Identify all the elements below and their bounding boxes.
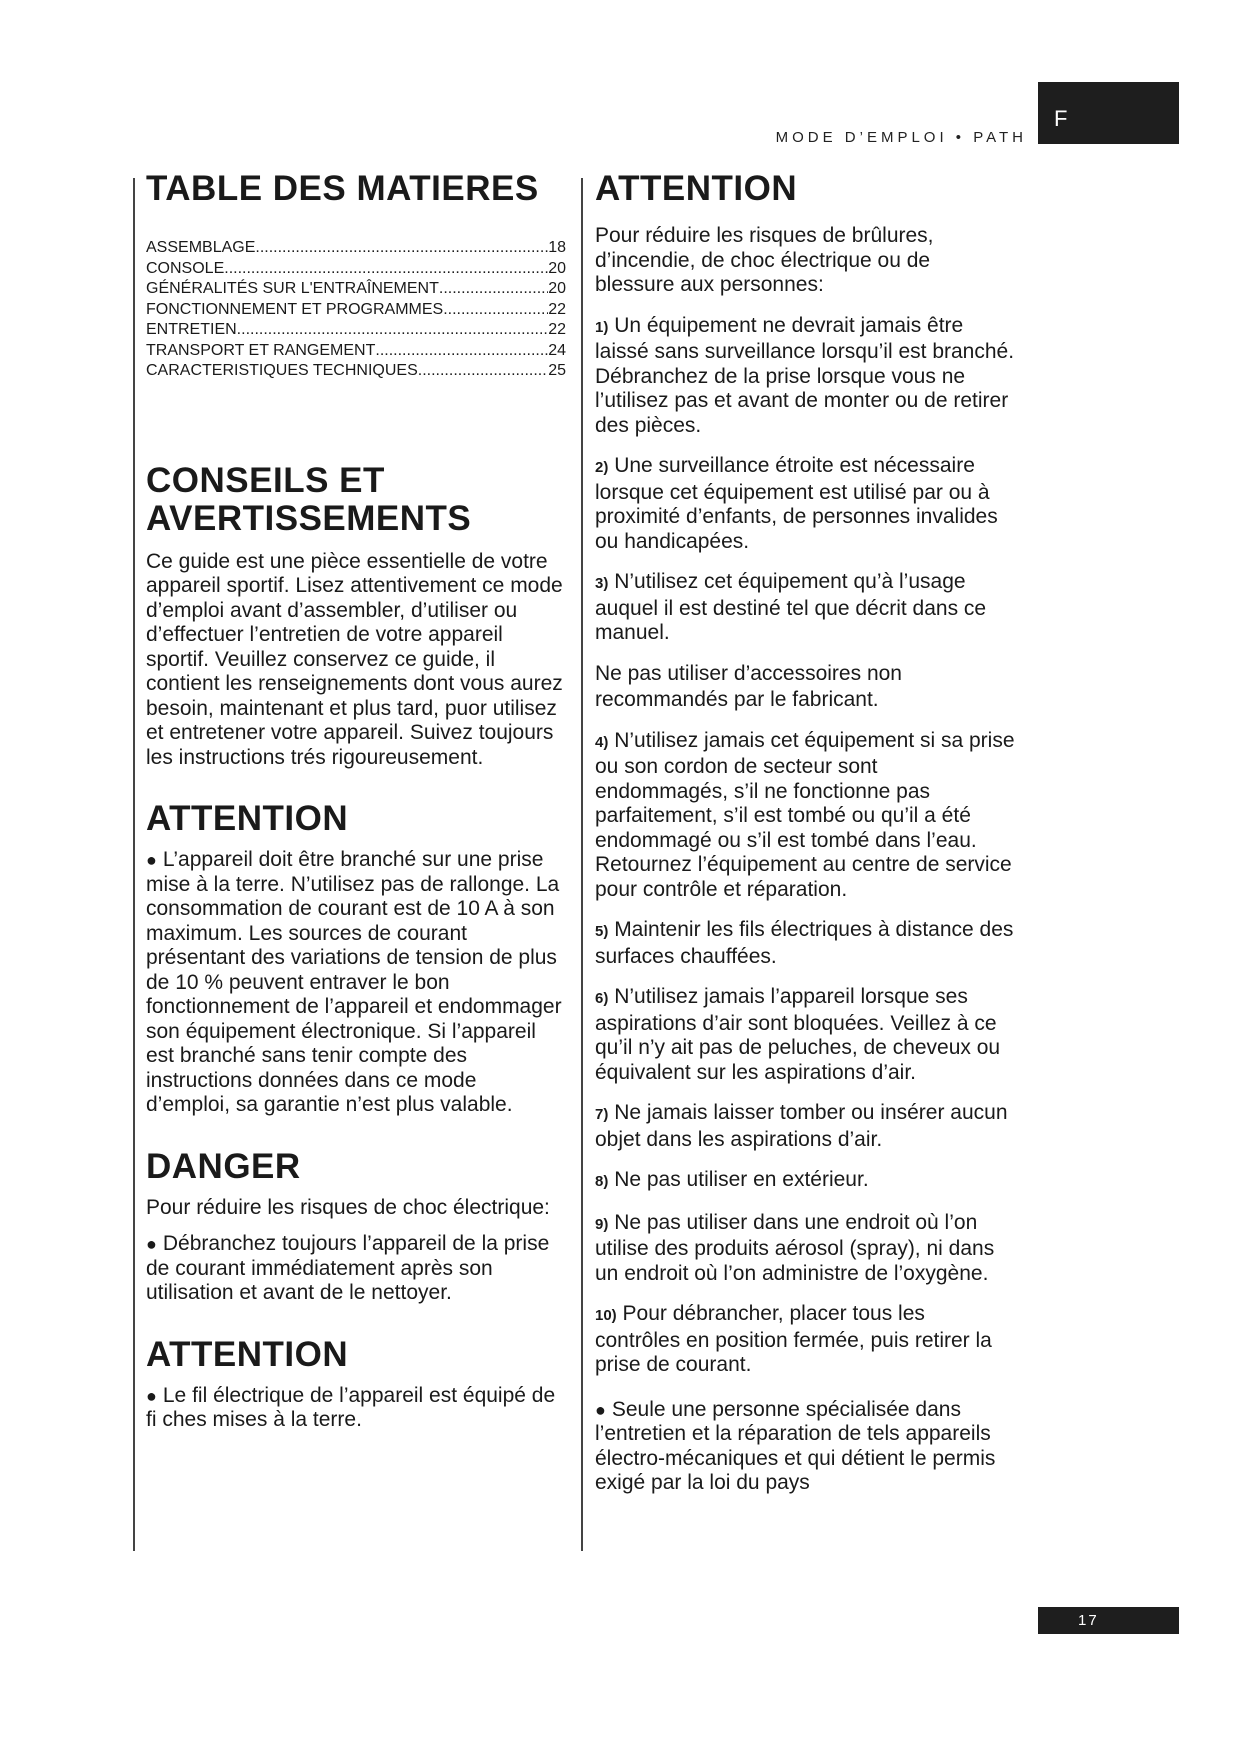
warning-item-text: Ne jamais laisser tomber ou insérer aucun objet dans les aspirations d’air.	[595, 1101, 1008, 1151]
toc-entry-page: 20	[548, 259, 566, 277]
toc-entry	[146, 238, 566, 259]
toc-entry-label: ENTRETIEN	[146, 321, 237, 338]
toc-entry	[146, 300, 566, 321]
toc-entry-label: TRANSPORT ET RANGEMENT	[146, 341, 376, 359]
warning-item-text: Maintenir les fils électriques à distance des surfaces chauffées.	[595, 918, 1014, 968]
warning-item-text: N’utilisez jamais l’appareil lorsque ses aspirations d’air sont bloquées. Veillez à ce qu’il n’y ait pas de peluches, de cheveux ou équivalent sur les aspirations d’air.	[595, 985, 1001, 1084]
bullet-icon: ●	[146, 850, 157, 870]
toc-entry	[146, 279, 566, 300]
warning-item-number: 2)	[595, 459, 609, 476]
toc-entry	[146, 341, 566, 362]
table-of-contents	[146, 238, 566, 382]
warning-item-text: Un équipement ne devrait jamais être laissé sans surveillance lorsqu’il est branché. Débranchez de la prise lorsque vous ne l’utilisez pas et avant de monter ou de retirer des pièces.	[595, 313, 1015, 437]
warning-item	[595, 1101, 1015, 1152]
toc-entry	[146, 361, 566, 382]
warning-item-number: 4)	[595, 733, 609, 751]
toc-entry-page: 22	[548, 321, 566, 338]
toc-leader	[375, 341, 548, 362]
toc-entry-page: 20	[548, 280, 566, 297]
warning-item	[595, 314, 1015, 439]
toc-entry-page: 24	[548, 341, 566, 359]
danger-text: ● Débranchez toujours l’appareil de la prise de courant immédiatement après son utilisation et avant de le nettoyer.	[146, 1232, 550, 1304]
toc-entry-label: CONSOLE	[146, 259, 225, 277]
toc-leader	[237, 320, 549, 341]
danger-intro: Pour réduire les risques de choc électrique:	[146, 1195, 550, 1219]
toc-entry-page: 22	[548, 300, 566, 318]
toc-leader	[443, 300, 548, 321]
bullet-icon: ●	[146, 1234, 157, 1254]
final-note: ● Seule une personne spécialisée dans l’entretien et la réparation de tels appareils électro-mécaniques et qui détient le permis exigé par la loi du pays	[595, 1397, 996, 1494]
warning-item-text: Pour débrancher, placer tous les contrôles en position fermée, puis retirer la prise de courant.	[595, 1302, 992, 1376]
warning-list	[595, 314, 1015, 1378]
warning-item-text: Ne pas utiliser dans une endroit où l’on utilise des produits aérosol (spray), ni dans un endroit où l’on administre de l’oxygène.	[595, 1210, 995, 1285]
toc-title: TABLE DES MATIERES	[146, 169, 539, 208]
warning-item	[595, 729, 1015, 903]
attention-right-intro: Pour réduire les risques de brûlures, d’incendie, de choc électrique ou de blessure aux personnes:	[595, 224, 934, 296]
warning-item-text: Une surveillance étroite est nécessaire lorsque cet équipement est utilisé par ou à proximité d’enfants, de personnes invalides ou handicapées.	[595, 454, 998, 553]
attention-title-2: ATTENTION	[146, 1334, 349, 1374]
attention-right-title: ATTENTION	[595, 169, 798, 208]
warning-item-number: 3)	[595, 575, 609, 592]
bullet-icon: ●	[595, 1399, 606, 1420]
warning-item	[595, 985, 1015, 1085]
warning-item	[595, 918, 1015, 969]
conseils-title: CONSEILS ET AVERTISSEMENTS	[146, 460, 472, 538]
warning-item-number: 9)	[595, 1215, 609, 1233]
left-column	[146, 170, 566, 1433]
warning-item	[595, 454, 1015, 554]
toc-entry-page: 25	[548, 362, 566, 379]
toc-entry	[146, 320, 566, 341]
toc-entry-page: 18	[548, 239, 566, 256]
warning-item-text: N’utilisez jamais cet équipement si sa prise ou son cordon de secteur sont endommagés, s’il ne fonctionne pas parfaitement, s’il est tombé ou qu’il a été endommagé ou s’il est tombé dans l’eau. Retournez l’équipement au centre de service pour contrôle et réparation.	[595, 728, 1015, 901]
attention-text-2: ● Le fil électrique de l’appareil est équipé de fi ches mises à la terre.	[146, 1383, 556, 1431]
bullet-icon: ●	[146, 1385, 157, 1406]
warning-item-number: 5)	[595, 923, 609, 940]
toc-leader	[439, 279, 548, 300]
right-column-rule	[581, 178, 583, 1551]
header-label: MODE D’EMPLOI • PATH	[775, 129, 1027, 146]
page-number: 17	[1038, 1607, 1179, 1634]
toc-entry-label: GÉNÉRALITÉS SUR L'ENTRAÎNEMENT	[146, 280, 439, 297]
toc-entry-label: ASSEMBLAGE	[146, 239, 256, 256]
warning-item-number: 6)	[595, 990, 609, 1007]
attention-title-1: ATTENTION	[146, 799, 349, 838]
warning-item-number: 10)	[595, 1307, 617, 1324]
conseils-text: Ce guide est une pièce essentielle de votre appareil sportif. Lisez attentivement ce mode d’emploi avant d’assembler, d’utiliser ou d’effectuer l’entretien de votre appareil sportif. Veuillez conservez ce guide, il contient les renseignements dont vous aurez besoin, maintenant et plus tard, puor utilisez et entretener votre appareil. Suivez toujours les instructions trés rigoureusement.	[146, 549, 563, 769]
warning-item-number: 8)	[595, 1173, 609, 1190]
right-column	[595, 170, 1015, 1496]
warning-item-number: 7)	[595, 1106, 609, 1123]
attention-text-1: ● L’appareil doit être branché sur une prise mise à la terre. N’utilisez pas de rallonge. La consommation de courant est de 10 A à son maximum. Les sources de courant présentant des variations de tension de plus de 10 % peuvent entraver le bon fonctionnement de l’appareil et endommager son équipement électronique. Si l’appareil est branché sans tenir compte des instructions données dans ce mode d’emploi, sa garantie n’est plus valable.	[146, 848, 562, 1116]
warning-item	[595, 1168, 1015, 1195]
warning-item	[595, 1302, 1015, 1378]
warning-item-text: Ne pas utiliser en extérieur.	[614, 1168, 869, 1191]
left-column-rule	[133, 178, 135, 1551]
toc-leader	[255, 238, 548, 259]
warning-item	[595, 662, 1015, 713]
toc-leader	[224, 259, 548, 280]
warning-item-number: 1)	[595, 318, 609, 336]
warning-item	[595, 570, 1015, 646]
warning-item-text: N’utilisez cet équipement qu’à l’usage auquel il est destiné tel que décrit dans ce manuel.	[595, 570, 987, 644]
toc-entry-label: FONCTIONNEMENT ET PROGRAMMES	[146, 300, 444, 318]
danger-title: DANGER	[146, 1146, 301, 1186]
warning-item	[595, 1211, 1015, 1287]
warning-item-text: Ne pas utiliser d’accessoires non recommandés par le fabricant.	[595, 661, 902, 711]
toc-entry	[146, 259, 566, 280]
toc-entry-label: CARACTERISTIQUES TECHNIQUES	[146, 362, 418, 379]
toc-leader	[418, 361, 548, 382]
language-tab: F	[1038, 82, 1179, 144]
